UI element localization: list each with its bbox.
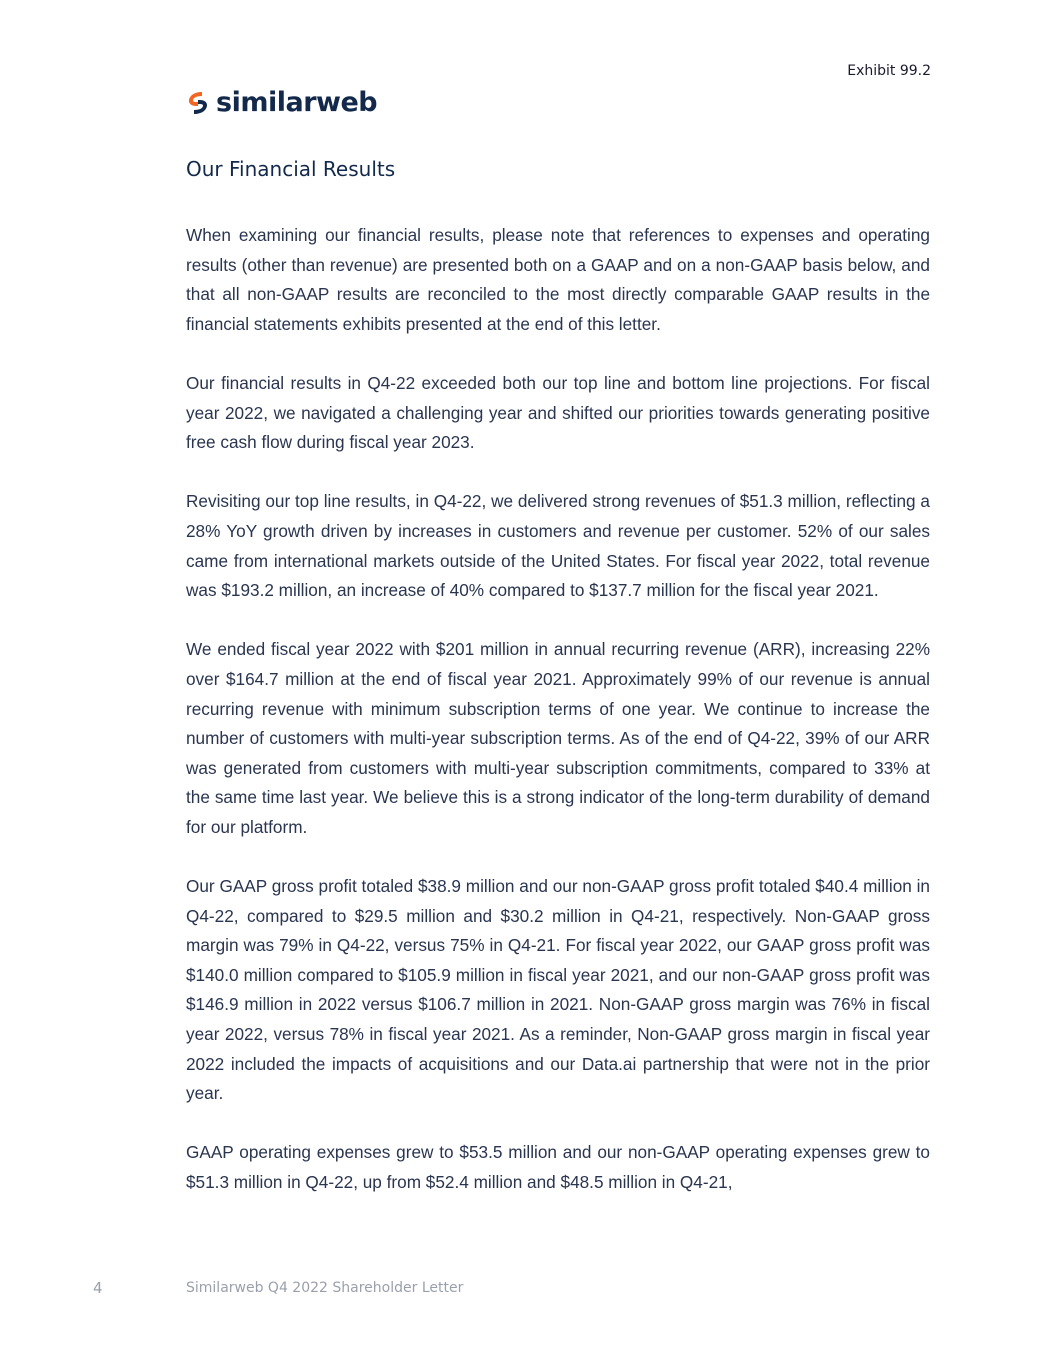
body-text	[186, 221, 930, 1227]
paragraph: Our financial results in Q4-22 exceeded both our top line and bottom line projections. For fiscal year 2022, we navigated a challenging year and shifted our priorities towards generating positive free cash flow during fiscal year 2023.	[186, 372, 930, 453]
exhibit-label: Exhibit 99.2	[847, 63, 931, 79]
section-title: Our Financial Results	[186, 157, 396, 181]
page-number: 4	[93, 1279, 103, 1297]
logo-wordmark: similarweb	[216, 87, 378, 118]
paragraph: When examining our financial results, please note that references to expenses and operating results (other than revenue) are presented both on a GAAP and on a non-GAAP basis below, and that all non-GAAP results are reconciled to the most directly comparable GAAP results in the financial statements exhibits presented at the end of this letter.	[186, 225, 930, 334]
footer-title: Similarweb Q4 2022 Shareholder Letter	[186, 1280, 464, 1296]
paragraph: GAAP operating expenses grew to $53.5 million and our non-GAAP operating expenses grew to $51.3 million in Q4-22, up from $52.4 million and $48.5 million in Q4-21,	[186, 1142, 930, 1192]
paragraph: Revisiting our top line results, in Q4-22, we delivered strong revenues of $51.3 million, reflecting a 28% YoY growth driven by increases in customers and revenue per customer. 52% of our sales came from international markets outside of the United States. For fiscal year 2022, total revenue was $193.2 million, an increase of 40% compared to $137.7 million for the fiscal year 2021.	[186, 491, 930, 601]
paragraph: Our GAAP gross profit totaled $38.9 million and our non-GAAP gross profit totaled $40.4 million in Q4-22, compared to $29.5 million and $30.2 million in Q4-21, respectively. Non-GAAP gross margin was 79% in Q4-22, versus 75% in Q4-21. For fiscal year 2022, our GAAP gross profit was $140.0 million compared to $105.9 million in fiscal year 2021, and our non-GAAP gross profit was $146.9 million in 2022 versus $106.7 million in 2021. Non-GAAP gross margin was 76% in fiscal year 2022, versus 78% in fiscal year 2021. As a reminder, Non-GAAP gross margin in fiscal year 2022 included the impacts of acquisitions and our Data.ai partnership that were not in the prior year.	[186, 876, 930, 1104]
similarweb-logo-icon	[186, 89, 210, 117]
similarweb-logo	[186, 88, 377, 118]
paragraph: We ended fiscal year 2022 with $201 million in annual recurring revenue (ARR), increasing 22% over $164.7 million at the end of fiscal year 2021. Approximately 99% of our revenue is annual recurring revenue with minimum subscription terms of one year. We continue to increase the number of customers with multi-year subscription terms. As of the end of Q4-22, 39% of our ARR was generated from customers with multi-year subscription commitments, compared to 33% at the same time last year. We believe this is a strong indicator of the long-term durability of demand for our platform.	[186, 639, 930, 837]
